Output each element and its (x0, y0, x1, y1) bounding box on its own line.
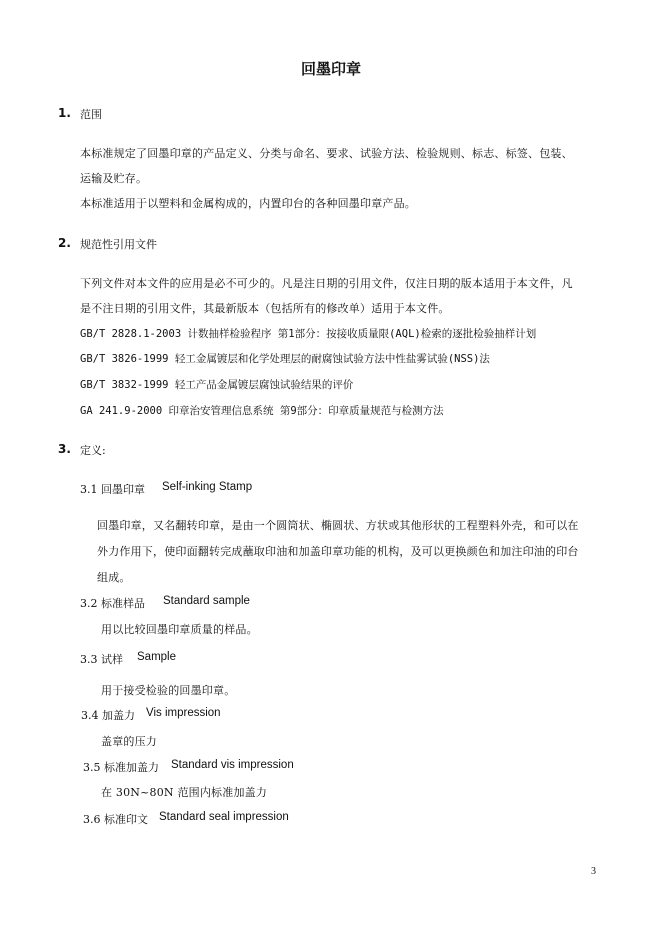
section-3-title: 定义: (80, 444, 106, 457)
definition-3-2-english: Standard sample (163, 595, 250, 607)
document-title: 回墨印章 (300, 60, 361, 78)
section-2-number: 2. (58, 236, 71, 250)
definition-3-6-term: 3.6 标准印文 (83, 813, 148, 826)
definition-3-4-english: Vis impression (146, 707, 221, 719)
definition-3-3-english: Sample (137, 651, 176, 663)
definition-3-6-english: Standard seal impression (159, 811, 289, 823)
section-1-number: 1. (58, 106, 71, 120)
definition-3-5-term: 3.5 标准加盖力 (83, 761, 159, 774)
definition-3-3-term: 3.3 试样 (80, 653, 123, 666)
section-1-title: 范围 (80, 108, 102, 121)
definition-3-1-desc-line-1: 回墨印章，又名翻转印章，是由一个圆筒状、椭圆状、方状或其他形状的工程塑料外壳，和可以在 (97, 519, 579, 532)
definition-3-5-english: Standard vis impression (171, 759, 294, 771)
section-2-para-line-1: 下列文件对本文件的应用是必不可少的。凡是注日期的引用文件，仅注日期的版本适用于本文件，凡 (80, 277, 573, 290)
section-3-number: 3. (58, 442, 71, 456)
definition-3-1-desc-line-2: 外力作用下，使印面翻转完成蘸取印油和加盖印章功能的机构，及可以更换颜色和加注印油的印台 (97, 545, 579, 558)
reference-item: GB/T 3832-1999 轻工产品金属镀层腐蚀试验结果的评价 (80, 379, 354, 391)
definition-3-1-term: 3.1 回墨印章 (80, 483, 145, 496)
section-1-para-2: 本标准适用于以塑料和金属构成的，内置印台的各种回墨印章产品。 (80, 197, 416, 210)
section-2-title: 规范性引用文件 (80, 238, 157, 251)
definition-3-3-desc: 用于接受检验的回墨印章。 (101, 684, 236, 697)
definition-3-5-desc: 在 30N~80N 范围内标准加盖力 (101, 786, 268, 799)
section-1-para-1-line-1: 本标准规定了回墨印章的产品定义、分类与命名、要求、试验方法、检验规则、标志、标签、包装、 (80, 147, 573, 160)
definition-3-2-term: 3.2 标准样品 (80, 597, 145, 610)
definition-3-4-term: 3.4 加盖力 (81, 709, 135, 722)
page-number: 3 (591, 866, 596, 877)
section-2-para-line-2: 是不注日期的引用文件，其最新版本（包括所有的修改单）适用于本文件。 (80, 302, 450, 315)
definition-3-1-english: Self-inking Stamp (162, 481, 253, 493)
definition-3-4-desc: 盖章的压力 (101, 735, 157, 748)
definition-3-1-desc-line-3: 组成。 (97, 571, 131, 584)
reference-item: GB/T 2828.1-2003 计数抽样检验程序 第1部分：按接收质量限(AQL)检索的逐批检验抽样计划 (80, 328, 537, 340)
section-1-para-1-line-2: 运输及贮存。 (80, 172, 148, 185)
reference-item: GA 241.9-2000 印章治安管理信息系统 第9部分：印章质量规范与检测方法 (80, 405, 444, 417)
definition-3-2-desc: 用以比较回墨印章质量的样品。 (101, 623, 258, 636)
reference-item: GB/T 3826-1999 轻工金属镀层和化学处理层的耐腐蚀试验方法中性盐雾试验(NSS)法 (80, 353, 490, 365)
